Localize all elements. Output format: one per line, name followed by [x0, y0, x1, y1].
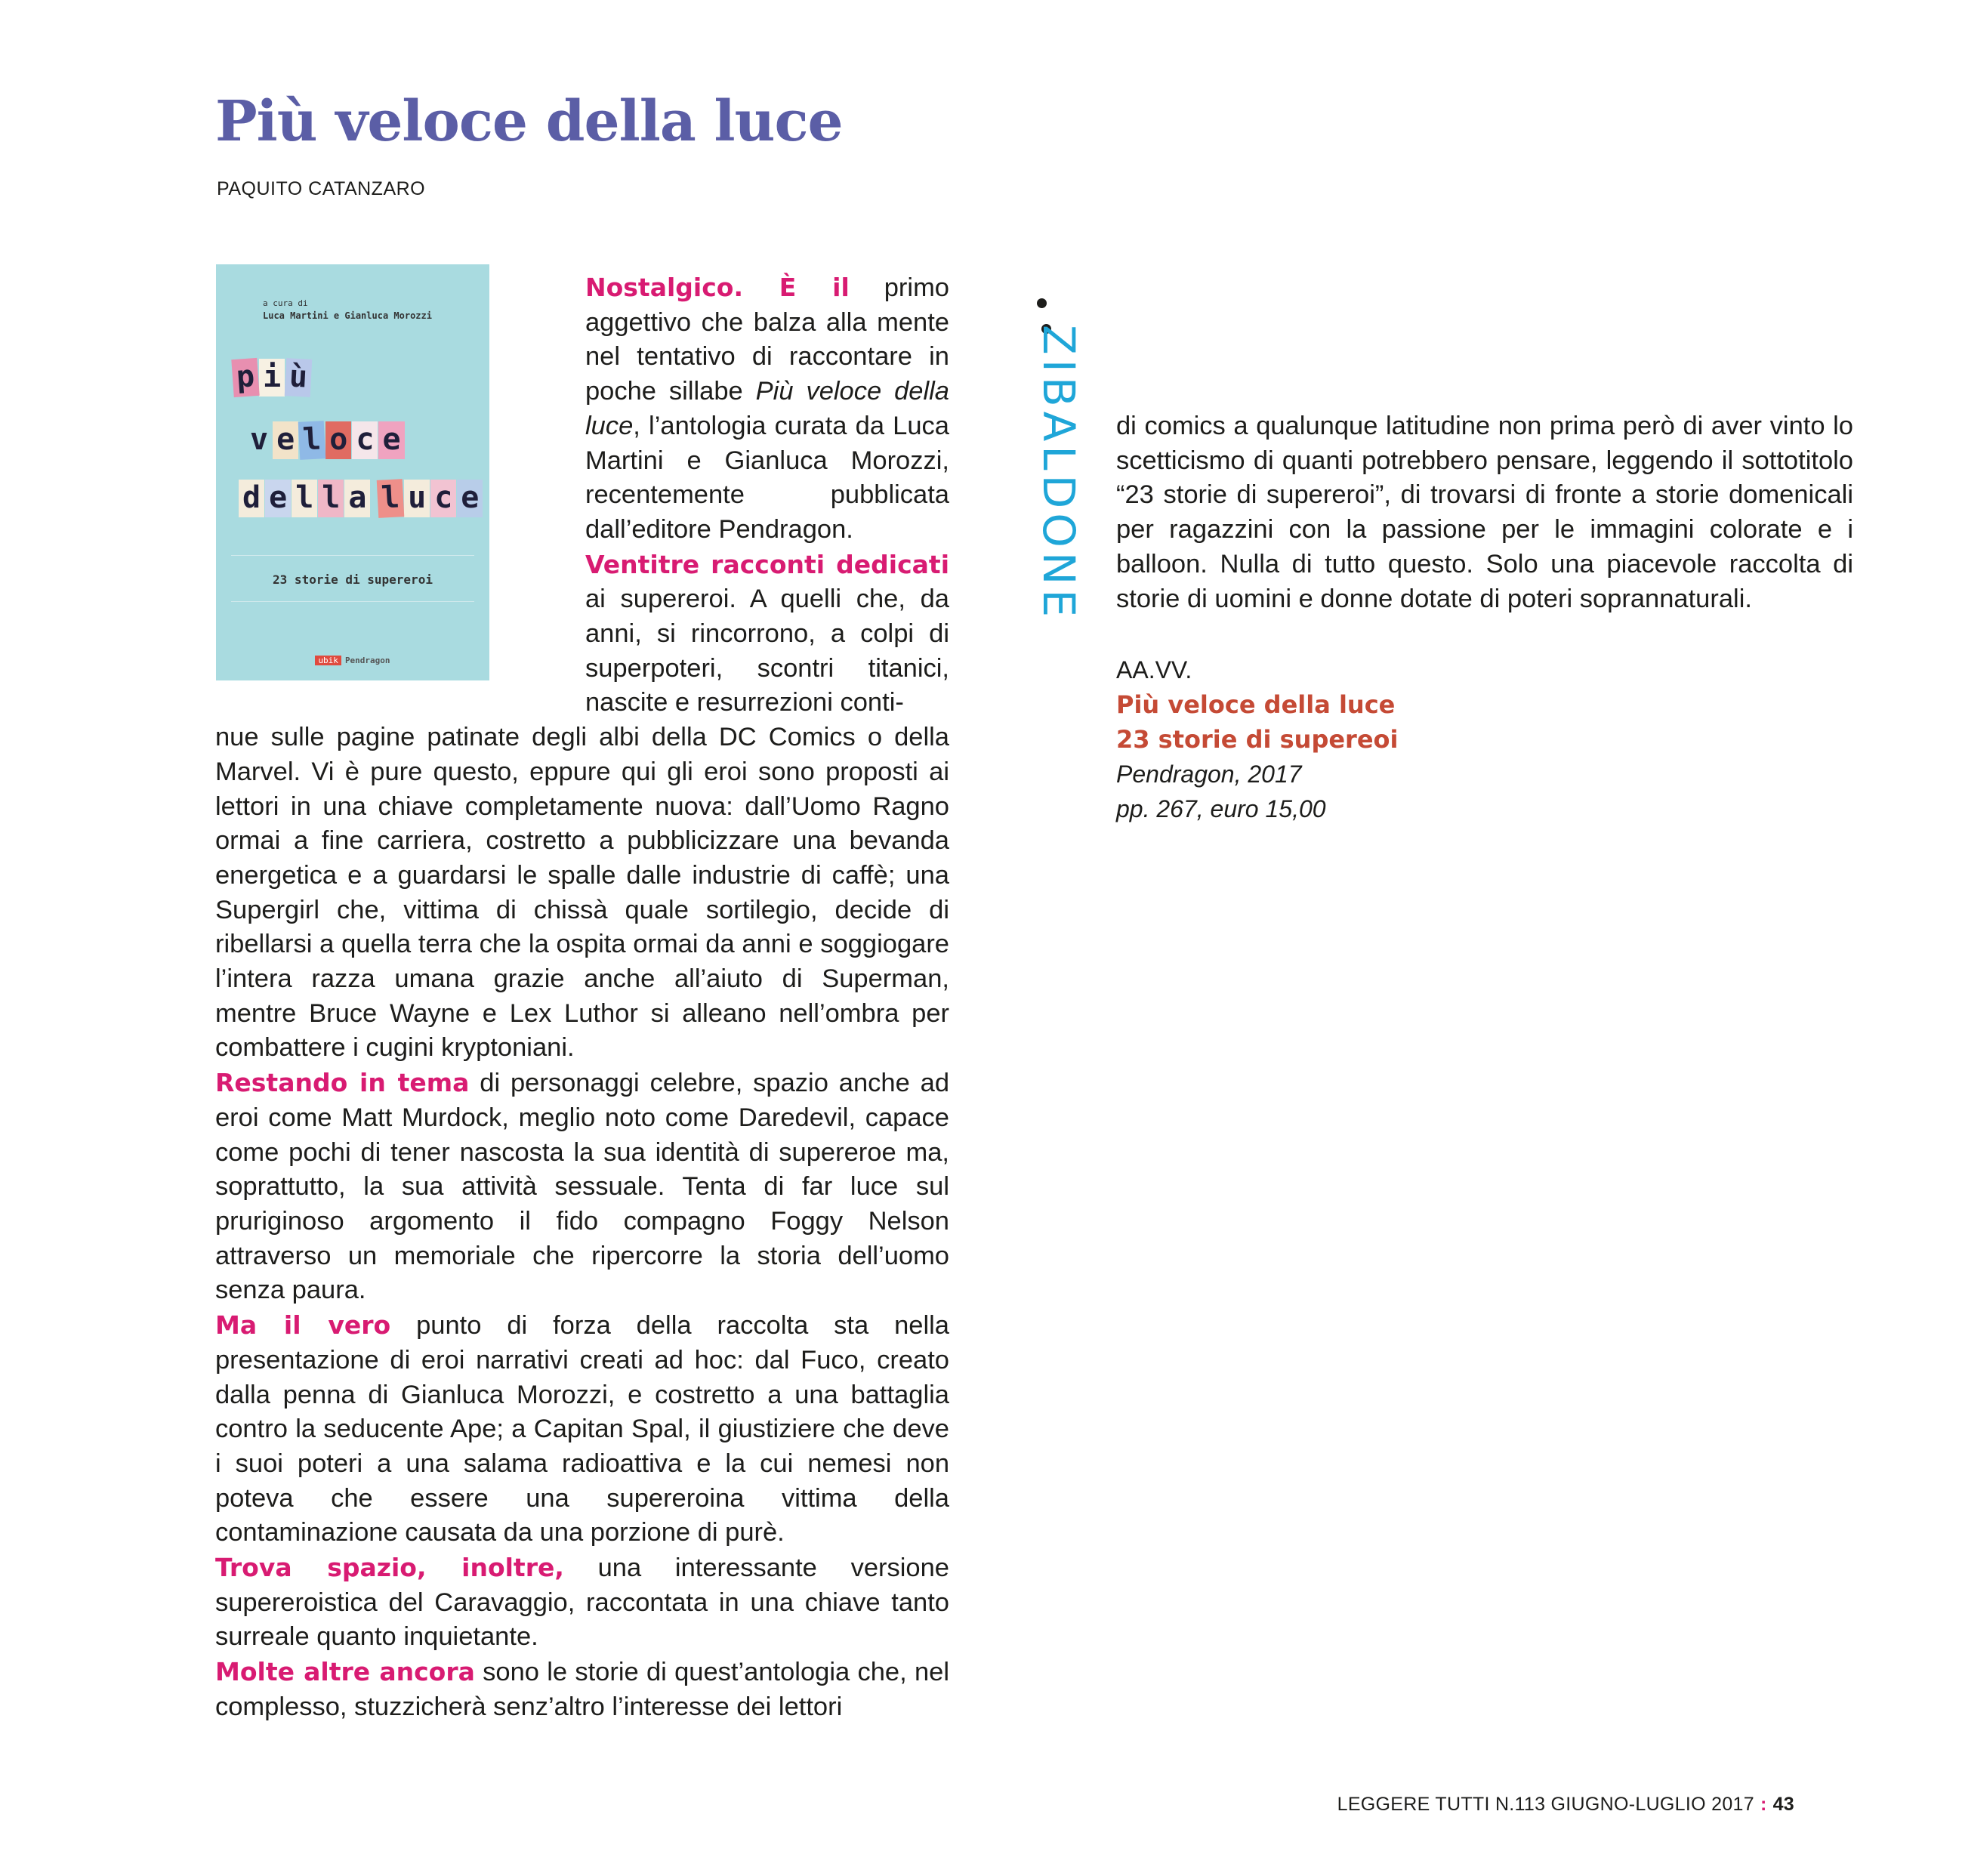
magazine-issue: LEGGERE TUTTI N.113 GIUGNO-LUGLIO 2017 [1337, 1794, 1754, 1815]
paragraph-6 [215, 1655, 949, 1724]
paragraph-7: di comics a qualunque latitudine non prima però di aver vinto lo scetticismo di quanti potrebbero pensare, leggendo il sottotitolo “23 storie di supereroi”, di trovarsi di fronte a storie domenicali per ragazzini con la passione per le immagini colorate e i balloon. Nulla di tutto questo. Solo una piacevole raccolta di storie di uomini e donne dotate di poteri soprannaturali. [1116, 412, 1853, 613]
lead-in: Trova spazio, inoltre, [215, 1553, 564, 1583]
book-subtitle: 23 storie di supereoi [1116, 725, 1399, 754]
paragraph-text: sono le storie di quest’antologia che, nel complesso, stuzzicherà senz’altro l’interesse dei lettori [215, 1658, 949, 1721]
paragraph-text: punto di forza della raccolta sta nella presentazione di eroi narrativi creati ad hoc: dal Fuco, creato dalla penna di Gianluca Morozzi, e costretto a una battaglia contro la seducente Ape; a Capitan Spal, il giustiziere che deve i suoi poteri a una salama radioattiva e la cui nemesi non poteva che essere una supereroina vittima della contaminazione causata da una porzione di purè. [215, 1311, 949, 1547]
book-pages-price: pp. 267, euro 15,00 [1116, 795, 1326, 822]
paragraph-1 [585, 270, 949, 548]
article-column-left [215, 270, 949, 1725]
paragraph-3 [215, 1066, 949, 1308]
paragraph-2 [585, 548, 949, 721]
cover-word-2: v e l o c e [246, 421, 406, 459]
article-column-right [1116, 409, 1853, 616]
book-title: Più veloce della luce [1116, 690, 1396, 719]
cover-editors-prefix: a cura di [263, 298, 308, 308]
cover-publisher-name: Pendragon [344, 656, 390, 665]
footer-separator: : [1760, 1794, 1767, 1815]
lead-in: Nostalgico. È il [585, 273, 850, 302]
book-publisher-year: Pendragon, 2017 [1116, 761, 1302, 788]
paragraph-5 [215, 1550, 949, 1655]
paragraph-text: una interessante versione supereroistica del Caravaggio, raccontata in una chiave tanto surreale quanto inquietante. [215, 1554, 949, 1652]
cover-word-3: d e l l a [239, 480, 371, 517]
cover-word-4: l u c e [378, 480, 483, 517]
page-number: 43 [1772, 1794, 1794, 1815]
book-authors: AA.VV. [1116, 656, 1192, 683]
book-title-italic: Più veloce della luce [585, 377, 949, 440]
paragraph-text: , l’antologia curata da Luca Martini e Gianluca Morozzi, recentemente pubblicata dall’editore Pendragon. [585, 411, 949, 544]
book-info [1116, 653, 1398, 826]
article-author: PAQUITO CATANZARO [217, 178, 426, 199]
paragraph-text: di personaggi celebre, spazio anche ad eroi come Matt Murdock, meglio noto come Daredevil, capace come pochi di tener nascosta la sua identità di supereroe ma, soprattutto, la sua attività sessuale. Tenta di far luce sul pruriginoso argomento il fido compagno Foggy Nelson attraverso un memoriale che ripercorre la storia dell’uomo senza paura. [215, 1069, 950, 1305]
paragraph-text: primo aggettivo che balza alla mente nel tentativo di raccontare in poche sillabe [585, 273, 949, 406]
cover-subtitle: 23 storie di supereroi [273, 572, 433, 587]
lead-in: Restando in tema [215, 1068, 470, 1098]
cover-publisher-tag: ubik [315, 656, 341, 665]
lead-in: Ma il vero [215, 1310, 391, 1341]
paragraph-text: ai supereroi. A quelli che, da anni, si rincorrono, a colpi di superpoteri, scontri titanici, nascite e resurrezioni conti- [585, 585, 949, 717]
article-title: Più veloce della luce [215, 89, 843, 154]
lead-in: Molte altre ancora [215, 1657, 475, 1687]
cover-editors-names: Luca Martini e Gianluca Morozzi [263, 310, 432, 321]
page-footer [1337, 1794, 1794, 1816]
cover-word-1: p i ù [233, 359, 312, 396]
lead-in: Ventitre racconti dedicati [585, 549, 949, 579]
paragraph-4 [215, 1308, 949, 1550]
paragraph-2-continued: nue sulle pagine patinate degli albi della DC Comics o della Marvel. Vi è pure questo, eppure qui gli eroi sono proposti ai lettori in una chiave completamente nuova: dall’Uomo Ragno ormai a fine carriera, costretto a pubblicizzare una bevanda energetica e a guardarsi le spalle dalle industrie di caffè; una Supergirl che, vittima di chissà quale sortilegio, decide di ribellarsi a quella terra che la ospita ormai da anni e soggiogare l’intera razza umana grazie anche all’aiuto di Superman, mentre Bruce Wayne e Lex Luthor si alleano nell’ombra per combattere i cugini kryptoniani. [215, 723, 949, 1063]
section-name: ZIBALDONE [1033, 325, 1084, 622]
